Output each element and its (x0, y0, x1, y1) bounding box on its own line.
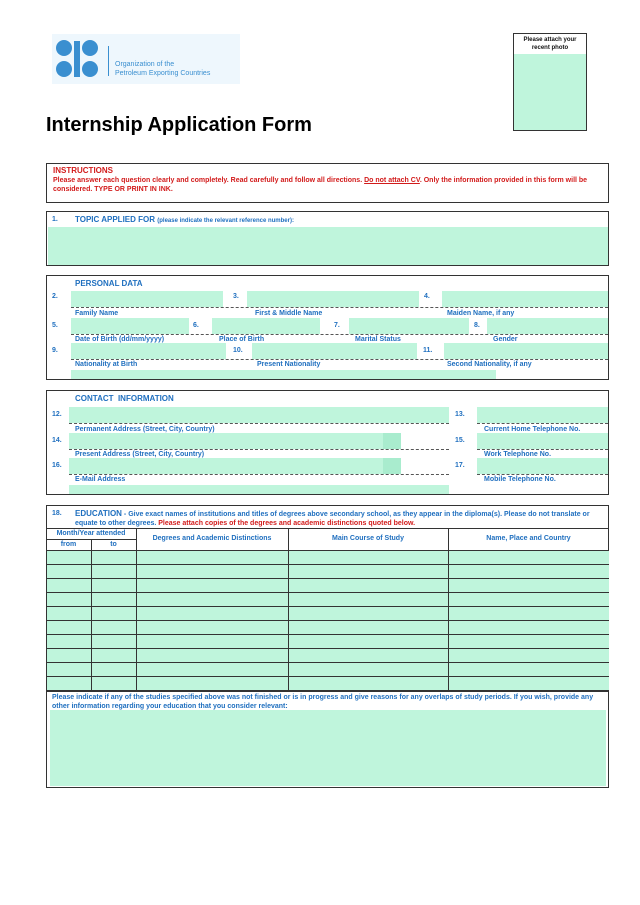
gender-input[interactable] (487, 318, 608, 334)
to-cell[interactable] (92, 579, 136, 592)
field-number-8: 8. (474, 322, 480, 329)
from-cell[interactable] (47, 579, 91, 592)
from-cell[interactable] (47, 593, 91, 606)
permanent-address-label: Permanent Address (Street, City, Country) (75, 426, 215, 433)
present-nationality-label: Present Nationality (257, 361, 321, 368)
name-place-cell[interactable] (449, 663, 609, 676)
row-divider (477, 449, 608, 450)
to-cell[interactable] (92, 677, 136, 690)
present-address-label: Present Address (Street, City, Country) (75, 451, 205, 458)
gender-label: Gender (493, 336, 518, 343)
row-divider (477, 423, 608, 424)
home-phone-label: Current Home Telephone No. (484, 426, 581, 433)
field-number-10: 10. (233, 347, 243, 354)
work-phone-input[interactable] (477, 433, 608, 449)
table-col-divider (288, 528, 289, 691)
field-number-13: 13. (455, 411, 465, 418)
main-course-cell[interactable] (289, 593, 448, 606)
main-course-cell[interactable] (289, 551, 448, 564)
field-number-5: 5. (52, 322, 58, 329)
main-course-header: Main Course of Study (332, 535, 404, 542)
field-number-16: 16. (52, 462, 62, 469)
name-place-cell[interactable] (449, 565, 609, 578)
family-name-input[interactable] (71, 291, 223, 307)
field-number-6: 6. (193, 322, 199, 329)
from-header: from (60, 541, 77, 548)
education-intro-text: - Give exact names of institutions and titles of degrees above secondary school, as they appear in the diploma(s). Please do not translate or equate to other degrees. (75, 511, 590, 527)
field-number-15: 15. (455, 437, 465, 444)
to-header: to (110, 541, 117, 548)
name-place-cell[interactable] (449, 593, 609, 606)
personal-data-title: PERSONAL DATA (75, 279, 143, 288)
maiden-name-label: Maiden Name, if any (447, 310, 515, 317)
from-cell[interactable] (47, 677, 91, 690)
present-address-input[interactable] (69, 433, 383, 449)
field-number-12: 12. (52, 411, 62, 418)
degree-cell[interactable] (137, 607, 288, 620)
main-course-cell[interactable] (289, 663, 448, 676)
field-number-4: 4. (424, 293, 430, 300)
name-place-cell[interactable] (449, 621, 609, 634)
instructions-box (46, 163, 609, 203)
home-phone-input[interactable] (477, 407, 608, 423)
maiden-name-input[interactable] (442, 291, 608, 307)
table-col-divider (448, 528, 449, 691)
topic-section (46, 211, 609, 266)
topic-number: 1. (52, 216, 58, 223)
to-cell[interactable] (92, 607, 136, 620)
email-label: E-Mail Address (75, 476, 126, 483)
main-course-cell[interactable] (289, 677, 448, 690)
education-intro-red: Please attach copies of the degrees and academic distinctions quoted below. (158, 520, 416, 527)
personal-extra-fill (71, 370, 496, 379)
degrees-header: Degrees and Academic Distinctions (152, 535, 272, 542)
education-intro (75, 509, 603, 528)
name-place-cell[interactable] (449, 607, 609, 620)
name-place-header: Name, Place and Country (486, 535, 571, 542)
logo-text (115, 60, 210, 78)
field-number-11: 11. (423, 347, 433, 354)
row-divider (69, 474, 449, 475)
month-year-header: Month/Year attended (56, 530, 126, 537)
email-fill-segment (383, 458, 401, 474)
address-fill-segment (383, 433, 401, 449)
logo-line-2: Petroleum Exporting Countries (115, 70, 211, 77)
to-cell[interactable] (92, 649, 136, 662)
nationality-at-birth-label: Nationality at Birth (75, 361, 138, 368)
row-divider (69, 449, 449, 450)
email-input[interactable] (69, 458, 383, 474)
table-top-border (46, 528, 609, 529)
row-divider (71, 359, 608, 360)
field-number-3: 3. (233, 293, 239, 300)
table-col-divider (91, 539, 92, 691)
opec-emblem-icon (52, 37, 104, 81)
topic-input[interactable] (48, 227, 608, 265)
field-number-2: 2. (52, 293, 58, 300)
name-place-cell[interactable] (449, 579, 609, 592)
from-cell[interactable] (47, 551, 91, 564)
to-cell[interactable] (92, 663, 136, 676)
from-cell[interactable] (47, 565, 91, 578)
education-title: EDUCATION (75, 509, 122, 518)
instructions-text-before: Please answer each question clearly and completely. Read carefully and follow all directions. (53, 177, 365, 184)
degree-cell[interactable] (137, 593, 288, 606)
from-cell[interactable] (47, 649, 91, 662)
to-cell[interactable] (92, 565, 136, 578)
permanent-address-input[interactable] (69, 407, 449, 423)
work-phone-label: Work Telephone No. (484, 451, 552, 458)
dob-label: Date of Birth (dd/mm/yyyy) (75, 336, 165, 343)
to-cell[interactable] (92, 635, 136, 648)
main-course-cell[interactable] (289, 579, 448, 592)
contact-section (46, 390, 609, 495)
degree-cell[interactable] (137, 565, 288, 578)
photo-box[interactable] (513, 33, 587, 131)
name-place-cell[interactable] (449, 649, 609, 662)
from-cell[interactable] (47, 635, 91, 648)
name-place-cell[interactable] (449, 677, 609, 690)
topic-title (75, 215, 294, 224)
education-note: Please indicate if any of the studies specified above was not finished or is in progress and give reasons for any overlaps of study periods. If you wish, provide any other information regarding your education that you consider relevant: (52, 694, 594, 710)
degree-cell[interactable] (137, 635, 288, 648)
row-divider (71, 334, 608, 335)
main-course-cell[interactable] (289, 607, 448, 620)
row-divider (477, 474, 608, 475)
dob-input[interactable] (71, 318, 189, 334)
from-cell[interactable] (47, 663, 91, 676)
to-cell[interactable] (92, 593, 136, 606)
to-cell[interactable] (92, 621, 136, 634)
personal-data-section (46, 275, 609, 380)
second-nationality-label: Second Nationality, if any (447, 361, 532, 368)
opec-logo (52, 34, 240, 84)
topic-title-text: TOPIC APPLIED FOR (75, 215, 156, 224)
degree-cell[interactable] (137, 677, 288, 690)
from-cell[interactable] (47, 607, 91, 620)
field-number-14: 14. (52, 437, 62, 444)
marital-status-label: Marital Status (355, 336, 401, 343)
education-note-input[interactable] (50, 710, 606, 786)
instructions-no-cv: Do not attach CV (364, 177, 420, 184)
degree-cell[interactable] (137, 551, 288, 564)
main-course-cell[interactable] (289, 649, 448, 662)
degree-cell[interactable] (137, 579, 288, 592)
degree-cell[interactable] (137, 621, 288, 634)
field-number-7: 7. (334, 322, 340, 329)
instructions-heading: INSTRUCTIONS (53, 166, 113, 175)
instructions-text-after: . Only the information provided in this form will be considered. TYPE OR PRINT IN INK. (53, 177, 588, 193)
name-place-cell[interactable] (449, 551, 609, 564)
logo-divider (108, 46, 109, 76)
first-middle-name-input[interactable] (247, 291, 419, 307)
photo-label: Please attach your recent photo (514, 34, 586, 54)
page-title: Internship Application Form (46, 114, 312, 136)
second-nationality-input[interactable] (444, 343, 608, 359)
nationality-at-birth-input[interactable] (71, 343, 226, 359)
mobile-phone-input[interactable] (477, 458, 608, 474)
to-cell[interactable] (92, 551, 136, 564)
first-middle-name-label: First & Middle Name (255, 310, 323, 317)
family-name-label: Family Name (75, 310, 119, 317)
present-nationality-input[interactable] (252, 343, 417, 359)
row-divider (69, 423, 449, 424)
main-course-cell[interactable] (289, 621, 448, 634)
field-number-17: 17. (455, 462, 465, 469)
topic-hint: (please indicate the relevant reference number): (157, 218, 294, 224)
logo-line-1: Organization of the (115, 61, 175, 68)
name-place-cell[interactable] (449, 635, 609, 648)
main-course-cell[interactable] (289, 635, 448, 648)
main-course-cell[interactable] (289, 565, 448, 578)
instructions-text (53, 176, 602, 194)
marital-status-input[interactable] (349, 318, 469, 334)
mobile-phone-label: Mobile Telephone No. (484, 476, 556, 483)
contact-extra-fill (69, 485, 449, 494)
degree-cell[interactable] (137, 663, 288, 676)
table-bottom-border (46, 691, 609, 692)
row-divider (71, 307, 608, 308)
contact-title: CONTACT INFORMATION (75, 394, 174, 403)
education-number: 18. (52, 510, 62, 517)
field-number-9: 9. (52, 347, 58, 354)
place-of-birth-input[interactable] (212, 318, 320, 334)
place-of-birth-label: Place of Birth (219, 336, 265, 343)
table-col-divider (136, 528, 137, 691)
from-cell[interactable] (47, 621, 91, 634)
degree-cell[interactable] (137, 649, 288, 662)
